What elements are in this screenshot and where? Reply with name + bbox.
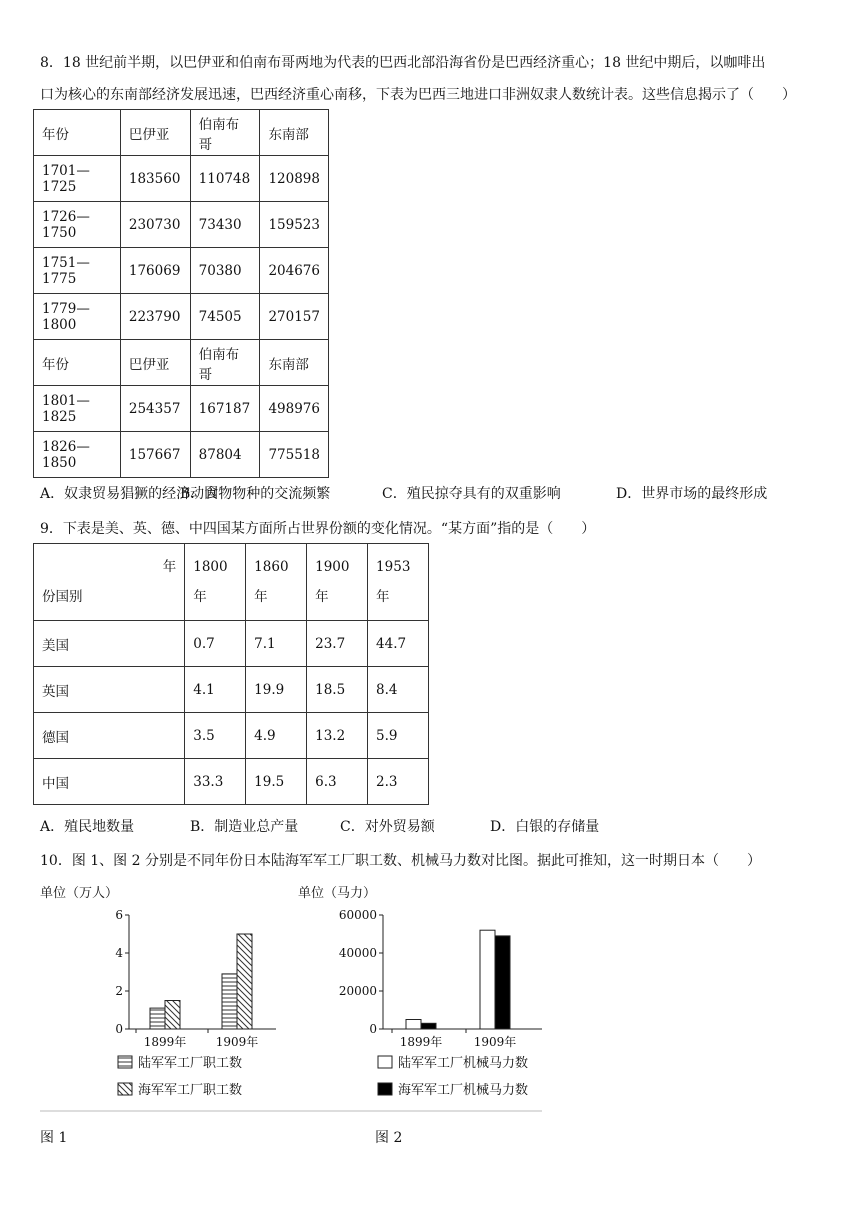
q9-cell: 13.2 [307,713,368,759]
q8-option-b[interactable]: B．食物物种的交流频繁 [180,486,331,502]
q8-value-cell: 东南部 [260,340,329,386]
q8-option-d[interactable]: D．世界市场的最终形成 [616,486,768,502]
q8-data-row [34,294,329,340]
q8-value-cell: 159523 [260,202,329,248]
q8-value-cell: 270157 [260,294,329,340]
bar-navy-1 [237,934,252,1029]
q8-value-cell: 120898 [260,156,329,202]
q9-option-c[interactable]: C．对外贸易额 [340,819,435,835]
q9-cell: 33.3 [185,759,246,805]
q8-stem-line1: 8．18 世纪前半期，以巴伊亚和伯南布哥两地为代表的巴西北部沿海省份是巴西经济重心；18 世纪中期后，以咖啡出 [40,55,766,71]
q9-year-1953: 1953 年 [368,544,429,621]
q8-value-cell: 775518 [260,432,329,478]
q8-value-cell: 223790 [120,294,190,340]
q8-data-row [34,248,329,294]
bar-navy-1 [495,936,510,1029]
q8-period-cell: 年份 [34,340,121,386]
q8-value-cell: 110748 [190,156,260,202]
q8-value-cell: 73430 [190,202,260,248]
y-tick-label: 6 [115,908,123,922]
q9-stem: 9．下表是美、英、德、中四国某方面所占世界份额的变化情况。“某方面”指的是（ ） [40,521,596,537]
q8-value-cell: 157667 [120,432,190,478]
legend-swatch [118,1083,132,1095]
q9-country: 美国 [34,621,185,667]
chart-unit-label: 单位（万人） [40,886,119,901]
q8-value-cell: 183560 [120,156,190,202]
legend-swatch [378,1083,392,1095]
q8-value-cell: 167187 [190,386,260,432]
q8-value-cell: 伯南布哥 [190,110,260,156]
bar-army-1 [480,930,495,1029]
q9-year-1860: 1860 年 [246,544,307,621]
q8-value-cell: 巴伊亚 [120,110,190,156]
q9-option-d[interactable]: D．白银的存储量 [490,819,600,835]
q9-row-germany [34,713,429,759]
q8-header-row [34,340,329,386]
q9-cell: 8.4 [368,667,429,713]
x-tick-label: 1909年 [473,1035,517,1049]
q9-country: 中国 [34,759,185,805]
figure1-caption: 图 1 [40,1130,68,1146]
q8-value-cell: 伯南布哥 [190,340,260,386]
y-tick-label: 4 [115,946,123,960]
figure2-caption: 图 2 [375,1130,403,1146]
q9-cell: 18.5 [307,667,368,713]
q9-header-corner-top: 年 [162,559,177,575]
q8-value-cell: 230730 [120,202,190,248]
q8-value-cell: 176069 [120,248,190,294]
q9-row-china [34,759,429,805]
q9-year-1800: 1800 年 [185,544,246,621]
q9-option-a[interactable]: A．殖民地数量 [40,819,135,835]
figure2-chart [298,885,542,1098]
bar-navy-0 [421,1023,436,1029]
legend-swatch [118,1056,132,1068]
q8-value-cell: 498976 [260,386,329,432]
q8-period-cell: 年份 [34,110,121,156]
q9-country: 英国 [34,667,185,713]
q9-country: 德国 [34,713,185,759]
chart-unit-label: 单位（马力） [298,886,377,901]
q9-year-1900: 1900 年 [307,544,368,621]
q10-stem: 10．图 1、图 2 分别是不同年份日本陆海军军工厂职工数、机械马力数对比图。据此可推知，这一时期日本（ ） [40,853,761,869]
q8-stem-line2: 口为核心的东南部经济发展迅速，巴西经济重心南移，下表为巴西三地进口非洲奴隶人数统计表。这些信息揭示了（ ） [40,87,796,103]
q8-value-cell: 254357 [120,386,190,432]
q9-row-uk [34,667,429,713]
q9-row-usa [34,621,429,667]
q9-cell: 5.9 [368,713,429,759]
legend-label: 陆军军工厂职工数 [138,1056,243,1071]
q9-options [40,816,599,836]
q8-value-cell: 东南部 [260,110,329,156]
q9-cell: 4.1 [185,667,246,713]
q9-cell: 44.7 [368,621,429,667]
y-tick-label: 2 [115,984,123,998]
q9-header-corner-bottom: 份国别 [42,589,83,605]
legend-label: 海军军工厂机械马力数 [398,1083,529,1098]
q8-value-cell: 巴伊亚 [120,340,190,386]
q8-value-cell: 204676 [260,248,329,294]
bar-navy-0 [165,1001,180,1030]
q9-header-row [34,544,429,621]
q8-period-cell: 1726—1750 [34,202,121,248]
q8-value-cell: 74505 [190,294,260,340]
q9-cell: 19.9 [246,667,307,713]
y-tick-label: 20000 [338,984,377,998]
q8-period-cell: 1751—1775 [34,248,121,294]
q8-options [40,483,767,503]
q8-header-row [34,110,329,156]
q9-header-corner [34,544,185,621]
q9-option-b[interactable]: B．制造业总产量 [190,819,299,835]
q9-cell: 6.3 [307,759,368,805]
y-tick-label: 0 [369,1022,377,1036]
y-tick-label: 40000 [338,946,377,960]
q8-value-cell: 87804 [190,432,260,478]
q9-table [33,543,429,805]
q9-cell: 0.7 [185,621,246,667]
legend-label: 海军军工厂职工数 [138,1083,243,1098]
q8-option-a[interactable]: A．奴隶贸易猖獗的经济动因 [40,486,219,502]
q9-cell: 19.5 [246,759,307,805]
q9-cell: 3.5 [185,713,246,759]
q8-period-cell: 1826—1850 [34,432,121,478]
q8-data-row [34,432,329,478]
y-tick-label: 0 [115,1022,123,1036]
q9-cell: 4.9 [246,713,307,759]
x-tick-label: 1899年 [143,1035,187,1049]
y-tick-label: 60000 [338,908,377,922]
q8-data-row [34,386,329,432]
q8-period-cell: 1779—1800 [34,294,121,340]
q8-value-cell: 70380 [190,248,260,294]
q8-option-c[interactable]: C．殖民掠夺具有的双重影响 [382,486,561,502]
q8-period-cell: 1801—1825 [34,386,121,432]
q9-cell: 23.7 [307,621,368,667]
q8-data-row [34,156,329,202]
bar-army-0 [406,1020,421,1030]
q8-table [33,109,329,478]
x-tick-label: 1909年 [215,1035,259,1049]
q8-data-row [34,202,329,248]
bar-army-1 [222,974,237,1029]
x-tick-label: 1899年 [399,1035,443,1049]
q8-period-cell: 1701—1725 [34,156,121,202]
q9-cell: 7.1 [246,621,307,667]
legend-label: 陆军军工厂机械马力数 [398,1056,529,1071]
q9-cell: 2.3 [368,759,429,805]
figure1-chart [40,886,276,1098]
legend-swatch [378,1056,392,1068]
bar-army-0 [150,1008,165,1029]
